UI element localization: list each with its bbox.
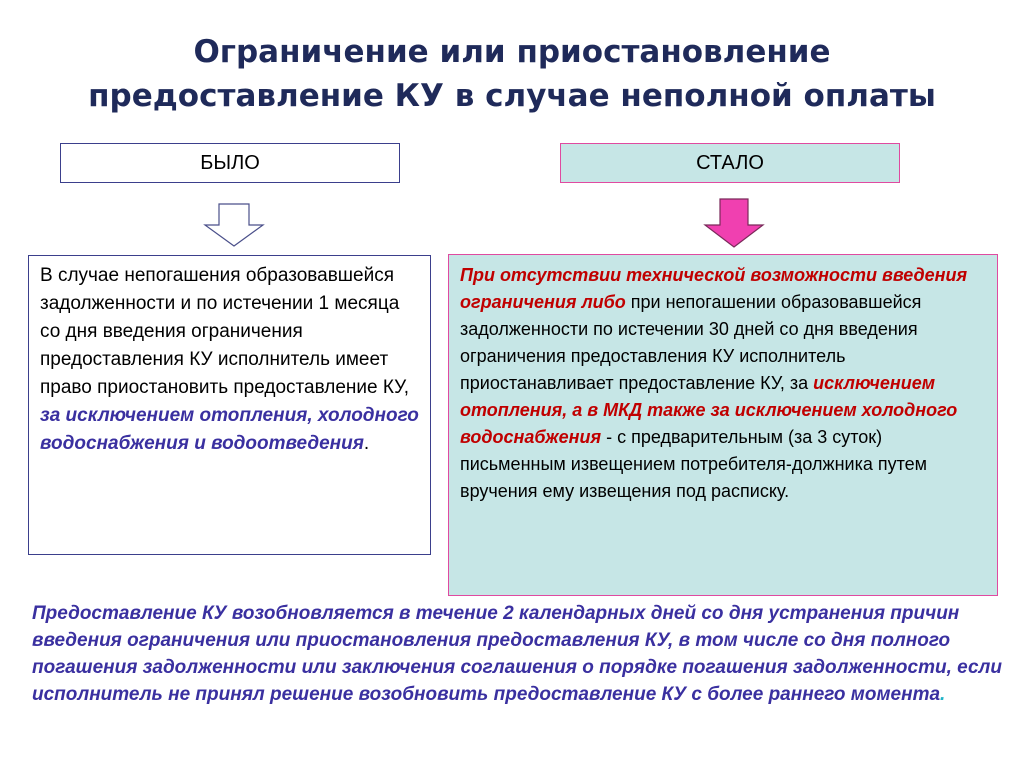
resumption-note: [32, 600, 1002, 708]
before-text: В случае непогашения образовавшейся задолженности и по истечении 1 месяца со дня введения ограничения предоставления КУ исполнитель имеет право приостановить предоставление КУ,: [40, 265, 409, 398]
title-line-2: предоставление КУ в случае неполной оплаты: [88, 78, 936, 114]
after-condition-text: При отсутствии технической возможности введения ограничения либо: [460, 265, 968, 312]
page-title: [0, 30, 1024, 118]
before-exception-text: за исключением отопления, холодного водоснабжения и водоотведения: [40, 405, 419, 454]
after-text: при непогашении образовавшейся задолженности по истечении 30 дней со дня введения ограничения предоставления КУ исполнитель приостанавливает предоставление КУ, за: [460, 292, 922, 393]
resumption-text: Предоставление КУ возобновляется в течение 2 календарных дней со дня устранения причин введения ограничения или приостановления предоставления КУ, в том числе со дня полного погашения задолженности или заключения соглашения о порядке погашения задолженности, если исполнитель не принял решение возобновить предоставление КУ с более раннего момента: [32, 603, 1002, 705]
resumption-end: .: [940, 684, 946, 705]
down-arrow-filled-icon: [703, 198, 765, 248]
before-description: [28, 255, 431, 555]
before-label: БЫЛО: [60, 143, 400, 183]
after-description: [448, 254, 998, 596]
after-notice-text: - с предварительным (за 3 суток) письменным извещением потребителя-должника путем вручения ему извещения под расписку.: [460, 427, 928, 501]
down-arrow-outline-icon: [203, 203, 265, 247]
after-exception-text: исключением отопления, а в МКД также за исключением холодного водоснабжения: [460, 373, 958, 447]
after-label: СТАЛО: [560, 143, 900, 183]
before-text-end: .: [363, 433, 370, 454]
title-line-1: Ограничение или приостановление: [193, 34, 831, 70]
